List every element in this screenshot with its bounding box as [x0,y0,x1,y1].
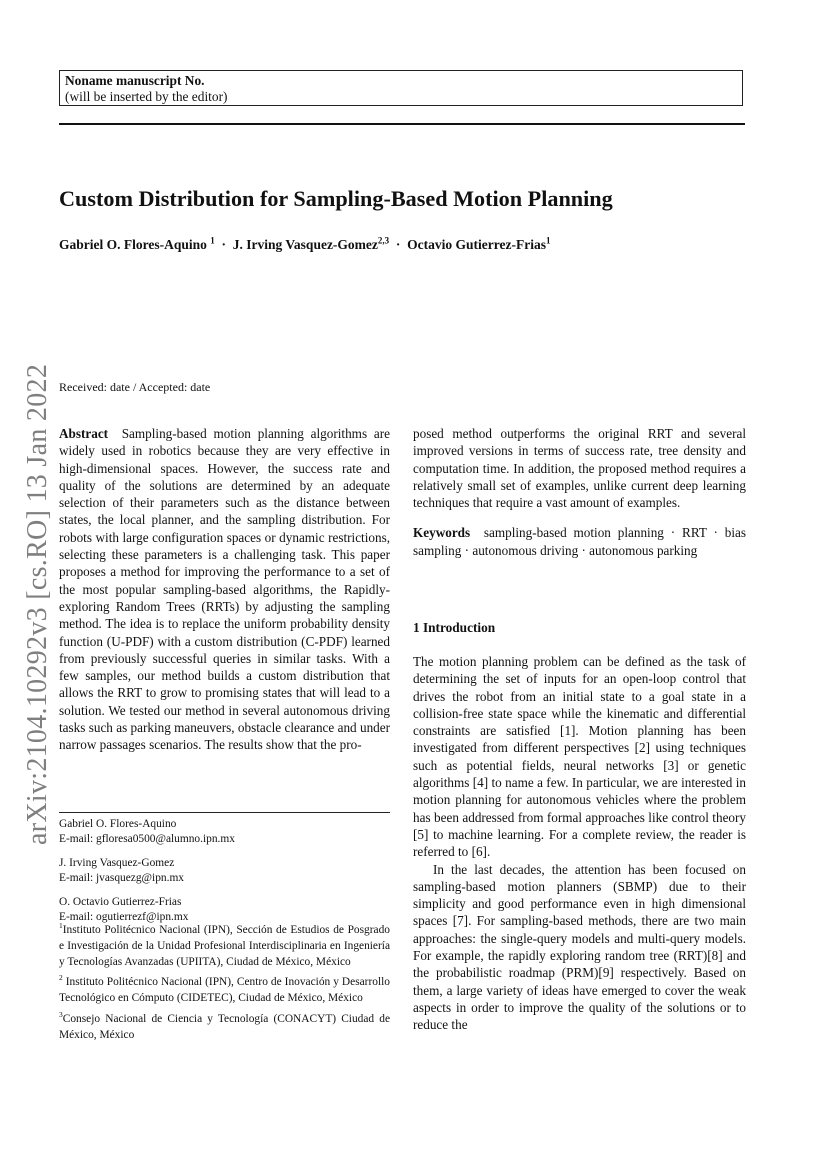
author-separator: · [221,237,227,252]
author-list [59,235,619,255]
abstract-text: Sampling-based motion planning algorithms are widely used in robotics because they are very effective in high-dimensional spaces. However, the success rate and quality of the solutions are determined by an adequate selection of their parameters such as the distance between states, the local planner, and the sampling distribution. For robots with large configuration spaces or dynamic restrictions, selecting these parameters is a challenging task. This paper proposes a method for improving the performance to a set of the most popular sampling-based algorithms, the Rapidly-exploring Random Trees (RRTs) by adjusting the sampling method. The idea is to replace the uniform probability density function (U-PDF) with a custom distribution (C-PDF) learned from previously successful queries in similar tasks. With a few samples, our method builds a custom distribution that allows the RRT to grow to promising states that will lead to a solution. We tested our method in several autonomous driving tasks such as parking maneuvers, obstacle clearance and under narrow passages scenarios. The results show that the pro- [59,426,390,753]
abstract-label: Abstract [59,426,109,441]
affiliation-text: Instituto Politécnico Nacional (IPN), Centro de Inovación y Desarrollo Tecnológico en Cómputo (CIDETEC), Ciudad de México, México [59,976,390,1005]
affiliation-marker: 3 [59,1009,63,1019]
keywords-paragraph [413,524,746,559]
author-3: Octavio Gutierrez-Frias [407,237,546,252]
author-3-affiliation: 1 [546,235,551,246]
abstract-continuation: posed method outperforms the original RRT and several improved versions in terms of success rate, tree density and computation time. In addition, the proposed method requires a relatively small set of examples, unlike current deep learning techniques that require a vast amount of examples. [413,426,746,511]
header-rule [59,123,745,125]
contact-name: J. Irving Vasquez-Gomez [59,857,175,869]
contact-block [59,817,390,847]
received-date: Received: date / Accepted: date [59,380,211,394]
footnote-rule [59,812,390,813]
intro-paragraph-1: The motion planning problem can be defined as the task of determining the set of inputs for an open-loop control that drives the robot from an initial state to a goal state in a collision-free state space while the kinematic and differential constraints are satisfied [1]. Motion planning has been investigated from different perspectives [2] using techniques such as potential fields, neural networks [3] or genetic algorithms [4] to name a few. In particular, we are interested in motion planning for autonomous vehicles where the problem has been addressed from formal approaches like control theory [5] to machine learning. For a complete review, the reader is referred to [6]. [413,654,746,860]
keywords-text: sampling-based motion planning · RRT · bias sampling · autonomous driving · autonomous parking [413,525,746,558]
author-contacts [59,817,390,934]
abstract-right-column [413,425,746,559]
intro-paragraph-2: In the last decades, the attention has been focused on sampling-based motion planners (SBMP) due to their simplicity and good performance even in high dimensional spaces [7]. For sampling-based methods, there are two main approaches: the single-query models and multi-query models. For example, the rapidly exploring random tree (RRT)[8] and the probabilistic roadmap (PRM)[9] respectively. Based on them, a large variety of ideas have emerged to cover the weak aspects in order to improve the quality of the solutions or to reduce the [413,861,746,1033]
manuscript-header-box [59,70,743,106]
affiliation-marker: 2 [59,973,63,983]
keywords-label: Keywords [413,525,471,541]
arxiv-stamp: arXiv:2104.10292v3 [cs.RO] 13 Jan 2022 [22,363,53,845]
author-2-affiliation: 2,3 [377,235,390,246]
affiliation-item [59,918,390,970]
paper-title: Custom Distribution for Sampling-Based Motion Planning [59,186,613,211]
contact-email: E-mail: jvasquezg@ipn.mx [59,872,185,884]
author-1-affiliation: 1 [210,235,215,246]
section-heading-introduction: 1 Introduction [413,620,496,635]
introduction-body [413,653,746,1034]
contact-email: E-mail: gfloresa0500@alumno.ipn.mx [59,833,235,845]
abstract-left-column [59,425,390,754]
affiliation-item [59,970,390,1006]
editor-note: (will be inserted by the editor) [65,89,228,104]
affiliations [59,918,390,1043]
affiliation-text: Consejo Nacional de Ciencia y Tecnología (CONACYT) Ciudad de México, México [59,1012,390,1041]
contact-email: E-mail: ogutierrezf@ipn.mx [59,911,189,923]
contact-name: O. Octavio Gutierrez-Frias [59,896,182,908]
author-1: Gabriel O. Flores-Aquino [59,237,207,252]
affiliation-item [59,1007,390,1043]
contact-name: Gabriel O. Flores-Aquino [59,818,177,830]
manuscript-number: Noname manuscript No. [65,73,205,88]
affiliation-marker: 1 [59,921,63,930]
affiliation-text: Instituto Politécnico Nacional (IPN), Sección de Estudios de Posgrado e Investigación de la Unidad Profesional Interdisciplinaria en Ingeniería y Tecnologías Avanzadas (UPIITA), Ciudad de México, México [59,923,390,969]
abstract-paragraph [59,425,390,754]
author-2: J. Irving Vasquez-Gomez [232,237,378,252]
author-separator: · [395,237,401,252]
contact-block [59,856,390,886]
